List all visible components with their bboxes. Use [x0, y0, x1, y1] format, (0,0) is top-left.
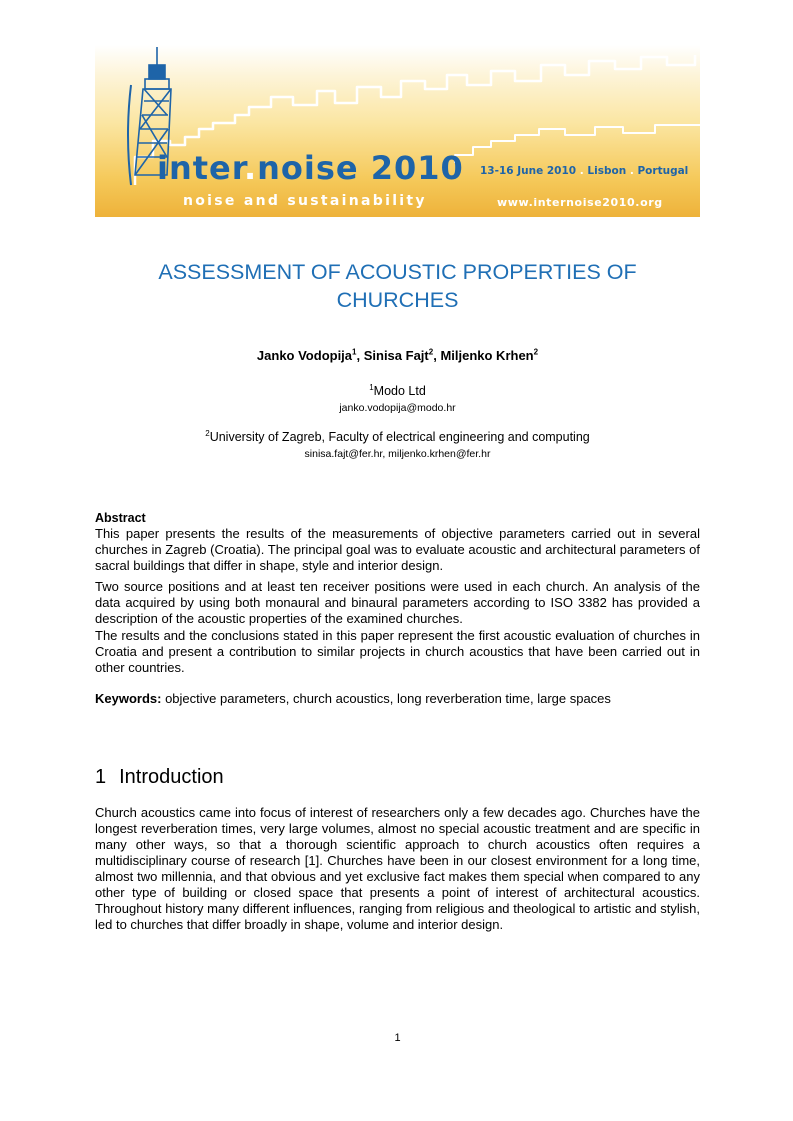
- keywords: [95, 691, 611, 706]
- page-number: 1: [394, 1032, 401, 1044]
- author-name: Miljenko Krhen: [440, 348, 534, 363]
- abstract-paragraph: Two source positions and at least ten receiver positions were used in each church. An analysis of the data acquired by using both monaural and binaural parameters according to ISO 3382 has provided a description of the acoustic properties of the examined churches.: [95, 579, 700, 626]
- conference-banner: [95, 45, 700, 217]
- conference-tagline: noise and sustainability: [183, 193, 427, 209]
- keywords-label: Keywords:: [95, 691, 162, 706]
- conference-website: www.internoise2010.org: [497, 196, 663, 209]
- intro-paragraph: Church acoustics came into focus of interest of researchers only a few decades ago. Churches have the longest reverberation times, very large volumes, almost no special acoustic treatment and are specific in many other ways, so that a thorough scientific approach to church acoustics often requires a multidisciplinary course of research [1]. Churches have been in our closest environment for a long time, almost two millennia, and that obvious and yet exclusive fact makes them special when compared to any other type of building or closed space that presents a point of interest of architectural acoustics. Throughout history many different influences, ranging from religious and theological to artistic and stylish, led to churches that differ broadly in shape, volume and interior design.: [95, 805, 700, 932]
- affiliation-2: $^2$University of Zagreb, Faculty of electrical engineering and computing: [205, 428, 590, 444]
- section-heading: 1 Introduction: [95, 766, 224, 788]
- lisbon-skyline-graphic: [95, 45, 700, 217]
- abstract-paragraph: The results and the conclusions stated in this paper represent the first acoustic evaluation of churches in Croatia and present a contribution to similar projects in church acoustics that have been carried out in other countries.: [95, 628, 700, 675]
- abstract-paragraph: This paper presents the results of the measurements of objective parameters carried out in several churches in Zagreb (Croatia). The principal goal was to evaluate acoustic and architectural parameters of sacral buildings that differ in shape, style and interior design.: [95, 526, 700, 573]
- abstract-heading: Abstract: [95, 511, 146, 525]
- paper-title: ASSESSMENT OF ACOUSTIC PROPERTIES OF CHURCHES: [158, 260, 637, 312]
- affiliation-2-email: sinisa.fajt@fer.hr, miljenko.krhen@fer.hr: [304, 448, 491, 460]
- conference-logo: inter.noise 2010: [157, 149, 464, 187]
- affiliation-1-email: janko.vodopija@modo.hr: [339, 402, 456, 414]
- author-name: Janko Vodopija: [256, 348, 353, 363]
- author-list: Janko Vodopija$^1$, Sinisa Fajt$^2$, Miljenko Krhen$^2$: [256, 347, 539, 363]
- conference-dates: 13-16 June 2010 . Lisbon . Portugal: [480, 165, 689, 177]
- keywords-text: objective parameters, church acoustics, long reverberation time, large spaces: [161, 691, 611, 706]
- author-name: Sinisa Fajt: [363, 348, 429, 363]
- affiliation-1: $^1$Modo Ltd: [369, 382, 426, 398]
